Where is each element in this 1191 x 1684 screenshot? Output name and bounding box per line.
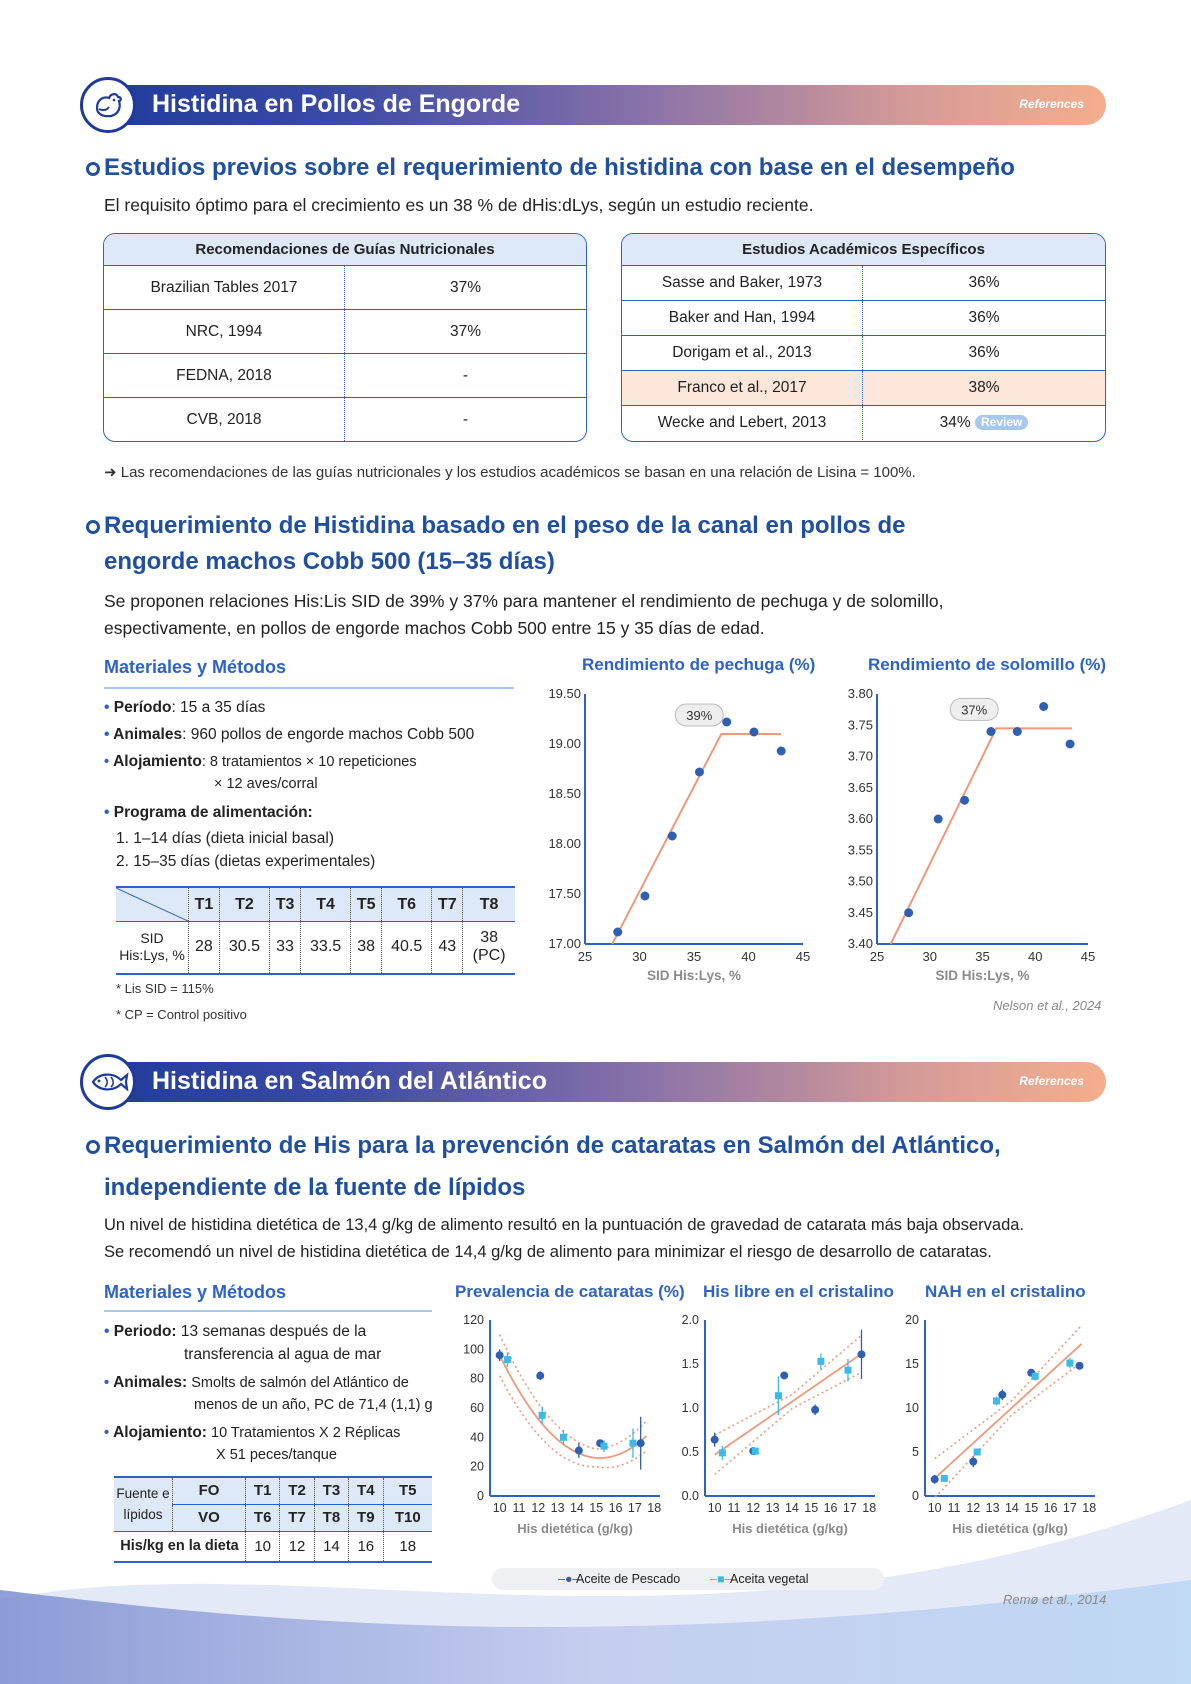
carcass-heading-line1: Requerimiento de Histidina basado en el peso de la canal en pollos de <box>104 512 906 539</box>
label: Animales: <box>113 1374 188 1391</box>
fit-line <box>612 734 781 944</box>
data-point-veg <box>974 1449 981 1456</box>
y-tick-label: 0.5 <box>681 1445 699 1459</box>
row-label-2: His:Lys, % <box>119 947 185 964</box>
y-tick-label: 0 <box>477 1489 484 1503</box>
y-tick-label: 18.00 <box>548 836 581 851</box>
treatment-value-t8 <box>463 922 515 974</box>
methods-animales: • Animales: Smolts de salmón del Atlántico de <box>104 1374 409 1391</box>
chart-title-nah: NAH en el cristalino <box>925 1282 1086 1301</box>
salmon-heading-line1: Requerimiento de His para la prevención de cataratas en Salmón del Atlántico, <box>104 1132 1001 1159</box>
x-tick-label: 13 <box>550 1501 565 1515</box>
value: 13 semanas después de la <box>180 1323 367 1340</box>
diagonal-header-cell <box>116 887 189 922</box>
note-cp: * CP = Control positivo <box>116 1007 247 1022</box>
data-point <box>613 928 622 937</box>
fo-label: FO <box>173 1477 246 1504</box>
treatment-header: T2 <box>219 887 269 922</box>
table-cell-source: Baker and Han, 1994 <box>622 301 863 335</box>
references-link[interactable]: References <box>1019 1074 1084 1088</box>
x-tick-label: 10 <box>707 1501 722 1515</box>
fit-line <box>891 728 1072 944</box>
y-tick-label: 1.5 <box>681 1357 699 1371</box>
x-tick-label: 12 <box>531 1501 546 1515</box>
chicken-icon <box>80 77 136 133</box>
salmon-paragraph-line1: Un nivel de histidina dietética de 13,4 g/kg de alimento resultó en la puntuación de gravedad de catarata más baja observada. <box>104 1216 1025 1234</box>
section-title: Histidina en Pollos de Engorde <box>152 90 521 118</box>
data-point-veg <box>752 1448 759 1455</box>
annotation-label: 39% <box>686 708 713 723</box>
x-tick-label: 12 <box>966 1501 981 1515</box>
lipid-table <box>114 1476 432 1563</box>
treatment-value: 30.5 <box>219 922 269 974</box>
fo-treatment: T5 <box>383 1477 432 1504</box>
treatment-header: T4 <box>300 887 350 922</box>
x-tick-label: 35 <box>686 949 702 964</box>
x-tick-label: 18 <box>1082 1501 1097 1515</box>
table-row <box>104 397 586 441</box>
x-tick-label: 13 <box>985 1501 1000 1515</box>
treatment-header: T7 <box>432 887 463 922</box>
label: Animales <box>113 726 183 743</box>
chart-breast-yield <box>545 680 825 990</box>
chart-title-free-his: His libre en el cristalino <box>703 1282 894 1301</box>
chart-nah-lens <box>895 1310 1115 1550</box>
salmon-heading-line2: independiente de la fuente de lípidos <box>104 1174 526 1201</box>
methods-periodo: • Período: 15 a 35 días <box>104 699 266 716</box>
table-cell-source: Dorigam et al., 2013 <box>622 336 863 370</box>
label: Periodo: <box>113 1323 177 1340</box>
citation-nelson: Nelson et al., 2024 <box>993 998 1102 1013</box>
value: : 8 tratamientos × 10 repeticiones <box>201 754 417 770</box>
methods-periodo: • Periodo: 13 semanas después de la <box>104 1323 367 1340</box>
table-cell-value: 38% <box>968 379 1000 396</box>
fit-line <box>500 1355 647 1458</box>
section-banner-salmon <box>82 1062 1106 1102</box>
academic-table-header: Estudios Académicos Específicos <box>622 234 1105 266</box>
salmon-paragraph-line2: Se recomendó un nivel de histidina dietética de 14,4 g/kg de alimento para minimizar el riesgo de desarrollo de cataratas. <box>104 1243 992 1261</box>
table-cell-value: 37% <box>449 323 482 340</box>
methods-alojamiento: • Alojamiento: 10 Tratamientos X 2 Réplicas <box>104 1424 401 1441</box>
data-point-veg <box>1066 1360 1073 1367</box>
confidence-lower <box>500 1376 647 1468</box>
table-cell-value: - <box>462 411 469 428</box>
table-row <box>622 335 1105 370</box>
t8-value: 38 <box>480 929 498 947</box>
x-tick-label: 17 <box>1062 1501 1077 1515</box>
table-cell-source: Brazilian Tables 2017 <box>104 266 345 309</box>
fo-treatment: T3 <box>314 1477 348 1504</box>
lipid-label-2: lípidos <box>123 1507 163 1523</box>
legend-veg-label: Aceita vegetal <box>730 1572 809 1586</box>
table-cell-value <box>863 406 1105 440</box>
footnote: ➜ Las recomendaciones de las guías nutricionales y los estudios académicos se basan en una relación de Lisina = 100%. <box>104 464 916 481</box>
treatment-header: T1 <box>189 887 220 922</box>
chart-cataract-prevalence <box>455 1310 675 1550</box>
studies-subtitle: El requisito óptimo para el crecimiento es un 38 % de dHis:dLys, según un estudio reciente. <box>104 195 814 215</box>
data-point-veg <box>504 1356 511 1363</box>
chart-title-cataract: Prevalencia de cataratas (%) <box>455 1282 685 1301</box>
t8-extra: (PC) <box>472 947 506 965</box>
x-tick-label: 14 <box>569 1501 584 1515</box>
x-tick-label: 15 <box>589 1501 604 1515</box>
treatment-value: 43 <box>432 922 463 974</box>
data-point-veg <box>775 1392 782 1399</box>
label: Alojamiento: <box>113 1424 207 1441</box>
x-tick-label: 45 <box>795 949 811 964</box>
y-tick-label: 40 <box>470 1430 484 1445</box>
y-tick-label: 3.65 <box>847 779 873 795</box>
review-tag: Review <box>975 415 1028 430</box>
treatment-value: 33 <box>270 922 301 974</box>
label: Período <box>113 699 172 716</box>
vo-treatment: T8 <box>314 1504 348 1531</box>
chart-free-his-lens <box>675 1310 895 1550</box>
y-tick-label: 3.75 <box>847 717 873 733</box>
table-row-highlighted <box>622 370 1105 405</box>
methods-periodo-2: transferencia al agua de mar <box>184 1346 382 1363</box>
section-title: Histidina en Salmón del Atlántico <box>152 1067 547 1095</box>
treatment-value: 40.5 <box>382 922 432 974</box>
x-tick-label: 16 <box>1043 1501 1058 1515</box>
data-point <box>668 832 677 841</box>
his-value: 14 <box>314 1531 348 1562</box>
vo-treatment: T9 <box>349 1504 383 1531</box>
x-tick-label: 11 <box>727 1501 741 1515</box>
guidelines-table <box>103 233 587 442</box>
x-tick-label: 30 <box>632 949 647 964</box>
x-tick-label: 40 <box>1028 949 1043 964</box>
chart-title-breast: Rendimiento de pechuga (%) <box>582 655 816 674</box>
x-tick-label: 15 <box>1024 1501 1039 1515</box>
programa-step-2: 2. 15–35 días (dietas experimentales) <box>116 853 376 870</box>
x-tick-label: 25 <box>869 949 885 964</box>
confidence-upper <box>715 1335 862 1435</box>
y-tick-label: 18.50 <box>548 786 581 801</box>
table-cell-source: Franco et al., 2017 <box>622 371 863 405</box>
studies-heading: Estudios previos sobre el requerimiento de histidina con base en el desempeño <box>104 154 1015 181</box>
y-tick-label: 3.40 <box>847 936 873 951</box>
treatment-header: T6 <box>382 887 432 922</box>
treatment-value: 28 <box>189 922 220 974</box>
treatment-table <box>116 886 515 975</box>
data-point-veg <box>844 1367 851 1374</box>
data-point <box>640 892 649 901</box>
note-lis: * Lis SID = 115% <box>116 981 214 996</box>
methods-programa: • Programa de alimentación: <box>104 804 313 821</box>
his-value: 18 <box>383 1531 432 1562</box>
x-tick-label: 18 <box>862 1501 877 1515</box>
y-tick-label: 5 <box>912 1445 919 1459</box>
y-tick-label: 3.80 <box>847 686 873 701</box>
data-point-fish <box>496 1351 504 1359</box>
value: : 15 a 35 días <box>171 699 266 716</box>
x-tick-label: 30 <box>922 949 937 964</box>
divider <box>104 1310 432 1312</box>
y-tick-label: 0.0 <box>681 1489 699 1503</box>
table-cell-value: - <box>462 367 469 384</box>
data-point-fish <box>931 1475 939 1483</box>
methods-title: Materiales y Métodos <box>104 1282 287 1302</box>
x-tick-label: 16 <box>823 1501 838 1515</box>
table-row <box>104 266 586 309</box>
y-tick-label: 17.50 <box>548 886 581 901</box>
y-tick-label: 20 <box>470 1459 484 1474</box>
x-tick-label: 10 <box>492 1501 507 1515</box>
table-cell-value: 36% <box>968 309 1000 326</box>
x-tick-label: 11 <box>512 1501 526 1515</box>
y-tick-label: 80 <box>470 1371 484 1386</box>
x-tick-label: 13 <box>765 1501 780 1515</box>
data-point-veg <box>817 1358 824 1365</box>
data-point-fish <box>711 1436 719 1444</box>
methods-alojamiento-2: X 51 peces/tanque <box>216 1447 337 1463</box>
value: 10 Tratamientos X 2 Réplicas <box>211 1425 401 1441</box>
table-cell-source: FEDNA, 2018 <box>104 354 345 397</box>
data-point-veg <box>539 1412 546 1419</box>
x-tick-label: 14 <box>784 1501 799 1515</box>
programa-step-1: 1. 1–14 días (dieta inicial basal) <box>116 830 334 847</box>
x-axis-label: His dietética (g/kg) <box>732 1521 848 1536</box>
methods-title: Materiales y Métodos <box>104 657 287 677</box>
table-cell-source: Sasse and Baker, 1973 <box>622 266 863 300</box>
table-cell-source: Wecke and Lebert, 2013 <box>622 406 863 440</box>
x-tick-label: 11 <box>947 1501 961 1515</box>
y-tick-label: 3.50 <box>847 873 873 889</box>
carcass-heading-line2: engorde machos Cobb 500 (15–35 días) <box>104 548 555 575</box>
fish-icon <box>80 1054 136 1110</box>
confidence-upper <box>935 1325 1082 1458</box>
x-axis-label: His dietética (g/kg) <box>517 1521 633 1536</box>
lipid-label-1: Fuente e <box>116 1486 170 1502</box>
x-tick-label: 45 <box>1080 949 1096 964</box>
data-point-veg <box>560 1434 567 1441</box>
x-tick-label: 15 <box>804 1501 819 1515</box>
row-label-1: SID <box>140 930 164 947</box>
y-tick-label: 100 <box>463 1342 484 1357</box>
confidence-lower <box>715 1372 862 1474</box>
fo-treatment: T4 <box>349 1477 383 1504</box>
y-tick-label: 19.00 <box>548 736 581 751</box>
treatment-value: 33.5 <box>300 922 350 974</box>
carcass-paragraph-line1: Se proponen relaciones His:Lis SID de 39% y 37% para mantener el rendimiento de pechuga y de solomillo, <box>104 591 944 611</box>
fo-treatment: T2 <box>280 1477 314 1504</box>
y-tick-label: 0 <box>912 1489 919 1503</box>
data-point-veg <box>941 1475 948 1482</box>
data-point <box>986 727 995 736</box>
y-tick-label: 3.70 <box>847 748 873 764</box>
data-point-fish <box>857 1350 865 1358</box>
table-cell-value: 36% <box>968 274 1000 291</box>
y-tick-label: 2.0 <box>681 1313 699 1327</box>
x-tick-label: 40 <box>741 949 756 964</box>
label: Programa de alimentación: <box>113 804 313 821</box>
data-point <box>722 718 731 727</box>
legend-veg-marker: –■– <box>710 1572 732 1586</box>
treatment-value: 38 <box>351 922 382 974</box>
data-point-fish <box>811 1406 819 1414</box>
bullet <box>86 1140 100 1154</box>
legend-fish-marker: –●– <box>558 1572 580 1586</box>
data-point-veg <box>993 1397 1000 1404</box>
table-row <box>104 353 586 397</box>
y-tick-label: 1.0 <box>681 1401 699 1415</box>
chart-tenderloin-yield <box>830 680 1110 990</box>
y-tick-label: 3.55 <box>847 842 873 858</box>
table-cell-value-text: 34% <box>939 414 971 431</box>
fit-line <box>715 1354 862 1455</box>
salmon-legend <box>492 1568 884 1590</box>
x-tick-label: 17 <box>627 1501 642 1515</box>
fit-line <box>935 1344 1082 1478</box>
annotation-label: 37% <box>961 702 988 718</box>
y-tick-label: 19.50 <box>548 686 581 701</box>
data-point <box>1039 702 1048 711</box>
value: Smolts de salmón del Atlántico de <box>191 1375 409 1391</box>
x-tick-label: 25 <box>577 949 593 964</box>
treatment-header: T3 <box>270 887 301 922</box>
academic-studies-table <box>621 233 1106 442</box>
legend-fish-label: Aceite de Pescado <box>576 1572 681 1586</box>
y-tick-label: 17.00 <box>548 936 581 951</box>
lipid-source-label <box>114 1477 173 1531</box>
guidelines-table-header: Recomendaciones de Guías Nutricionales <box>104 234 586 266</box>
y-tick-label: 10 <box>905 1401 919 1415</box>
data-point <box>1066 740 1075 749</box>
table-row <box>622 405 1105 440</box>
data-point-fish <box>1076 1362 1084 1370</box>
row-label <box>116 922 189 974</box>
data-point-fish <box>536 1372 544 1380</box>
x-tick-label: 14 <box>1004 1501 1019 1515</box>
x-tick-label: 10 <box>927 1501 942 1515</box>
citation-remo: Remø et al., 2014 <box>1003 1592 1107 1607</box>
confidence-upper <box>500 1335 647 1449</box>
x-axis-label: SID His:Lys, % <box>646 968 742 983</box>
references-link[interactable]: References <box>1019 97 1084 111</box>
y-tick-label: 120 <box>463 1313 484 1327</box>
vo-treatment: T7 <box>280 1504 314 1531</box>
bullet <box>86 162 100 176</box>
data-point <box>777 747 786 756</box>
data-point <box>749 728 758 737</box>
y-tick-label: 3.45 <box>847 904 873 920</box>
x-tick-label: 17 <box>842 1501 857 1515</box>
divider <box>104 687 514 689</box>
data-point <box>904 908 913 917</box>
y-tick-label: 15 <box>905 1357 919 1371</box>
x-tick-label: 16 <box>608 1501 623 1515</box>
vo-treatment: T6 <box>246 1504 280 1531</box>
table-cell-value: 36% <box>968 344 1000 361</box>
y-tick-label: 3.60 <box>847 811 873 826</box>
x-tick-label: 18 <box>647 1501 662 1515</box>
treatment-header: T5 <box>351 887 382 922</box>
y-tick-label: 20 <box>905 1313 919 1327</box>
x-tick-label: 35 <box>975 949 990 964</box>
his-label: His/kg en la dieta <box>120 1538 239 1555</box>
x-axis-label: SID His:Lys, % <box>935 968 1030 983</box>
table-row <box>104 309 586 353</box>
x-tick-label: 12 <box>746 1501 761 1515</box>
value: : 960 pollos de engorde machos Cobb 500 <box>182 726 475 743</box>
data-point <box>934 815 943 824</box>
methods-alojamiento-2: × 12 aves/corral <box>214 776 318 792</box>
y-tick-label: 60 <box>470 1401 484 1415</box>
data-point <box>1013 727 1022 736</box>
data-point-fish <box>969 1458 977 1466</box>
data-point-fish <box>575 1447 583 1455</box>
confidence-lower <box>935 1362 1082 1496</box>
data-point-fish <box>780 1371 788 1379</box>
carcass-paragraph-line2: espectivamente, en pollos de engorde machos Cobb 500 entre 15 y 35 días de edad. <box>104 618 765 638</box>
chart-title-tenderloin: Rendimiento de solomillo (%) <box>868 655 1107 674</box>
table-cell-value: 37% <box>449 279 482 296</box>
methods-animales-2: menos de un año, PC de 71,4 (1,1) g <box>194 1397 433 1413</box>
table-cell-source: CVB, 2018 <box>104 398 345 441</box>
methods-alojamiento: • Alojamiento: 8 tratamientos × 10 repeticiones <box>104 753 417 770</box>
treatment-header: T8 <box>463 887 515 922</box>
bullet <box>86 520 100 534</box>
data-point-fish <box>637 1439 645 1447</box>
his-value: 16 <box>349 1531 383 1562</box>
table-cell-source: NRC, 1994 <box>104 310 345 353</box>
data-point-veg <box>1032 1373 1039 1380</box>
data-point-veg <box>719 1449 726 1456</box>
vo-treatment: T10 <box>383 1504 432 1531</box>
vo-label: VO <box>173 1504 246 1531</box>
table-row <box>622 266 1105 300</box>
his-value: 12 <box>280 1531 314 1562</box>
his-value: 10 <box>246 1531 280 1562</box>
fo-treatment: T1 <box>246 1477 280 1504</box>
data-point-veg <box>629 1440 636 1447</box>
data-point <box>960 796 969 805</box>
x-axis-label: His dietética (g/kg) <box>952 1521 1068 1536</box>
data-point-veg <box>600 1443 607 1450</box>
section-banner-chicken <box>82 85 1106 125</box>
data-point <box>695 768 704 777</box>
label: Alojamiento <box>113 753 202 770</box>
methods-animales: • Animales: 960 pollos de engorde machos Cobb 500 <box>104 726 475 743</box>
table-row <box>622 300 1105 335</box>
